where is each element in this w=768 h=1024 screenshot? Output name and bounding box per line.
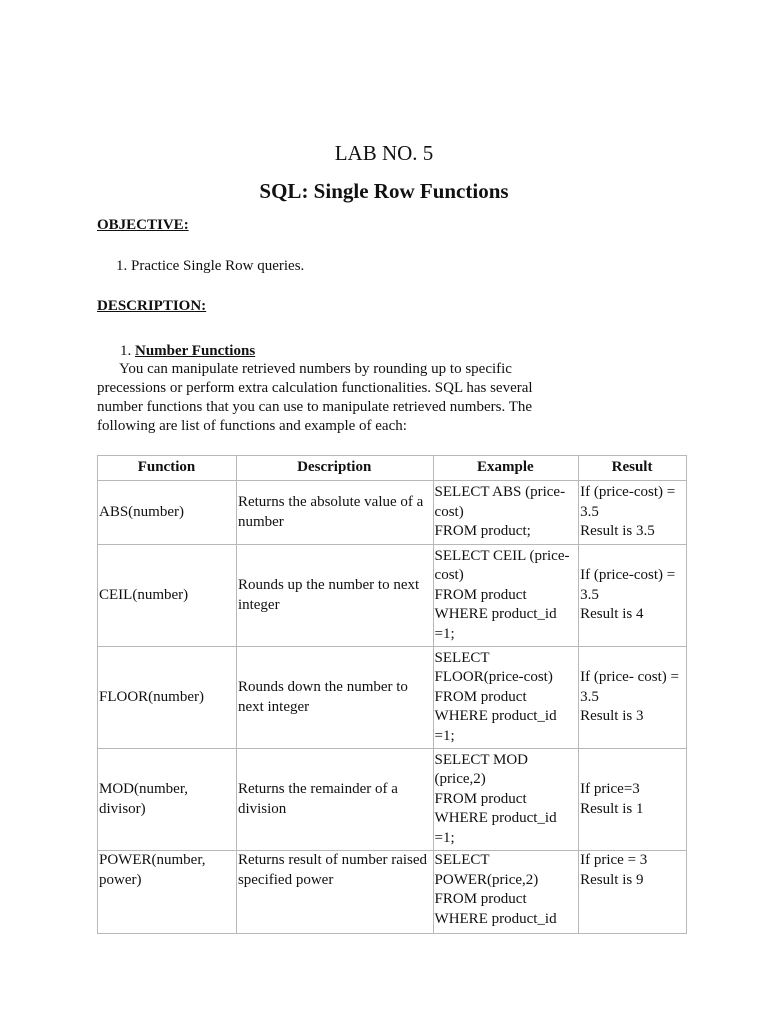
cell-example: SELECT FLOOR(price-cost) FROM product WHERE product_id =1; [433, 647, 579, 749]
table-row [98, 481, 687, 545]
intro-paragraph: You can manipulate retrieved numbers by rounding up to specific precessions or perform extra calculation functionalities. SQL has several number functions that you can use to manipulate retrieved numbers. The following are list of functions and example of each: [97, 361, 533, 434]
section-title: Number Functions [135, 343, 256, 359]
cell-example: SELECT ABS (price-cost) FROM product; [433, 481, 579, 545]
cell-function: ABS(number) [98, 481, 237, 545]
cell-description: Rounds down the number to next integer [236, 647, 433, 749]
cell-example: SELECT MOD (price,2) FROM product WHERE product_id =1; [433, 749, 579, 851]
lab-subtitle: SQL: Single Row Functions [259, 179, 509, 203]
cell-example: SELECT POWER(price,2) FROM product WHERE product_id [433, 851, 579, 934]
header-function: Function [98, 456, 237, 481]
cell-description: Returns the absolute value of a number [236, 481, 433, 545]
table-header-row [98, 456, 687, 481]
cell-result: If price = 3 Result is 9 [579, 851, 687, 934]
section-number: 1. [120, 343, 132, 359]
objective-item: 1. Practice Single Row queries. [116, 258, 305, 274]
cell-function: MOD(number, divisor) [98, 749, 237, 851]
cell-result: If (price- cost) = 3.5 Result is 3 [579, 647, 687, 749]
description-heading: DESCRIPTION: [97, 298, 207, 314]
cell-description: Returns result of number raised specified power [236, 851, 433, 934]
header-example: Example [433, 456, 579, 481]
number-functions-table [97, 455, 687, 934]
cell-description: Returns the remainder of a division [236, 749, 433, 851]
cell-function: CEIL(number) [98, 545, 237, 647]
cell-function: POWER(number, power) [98, 851, 237, 934]
table-row [98, 545, 687, 647]
cell-result: If (price-cost) = 3.5 Result is 3.5 [579, 481, 687, 545]
cell-result: If price=3 Result is 1 [579, 749, 687, 851]
cell-function: FLOOR(number) [98, 647, 237, 749]
table-row [98, 647, 687, 749]
objective-heading: OBJECTIVE: [97, 217, 189, 233]
cell-example: SELECT CEIL (price-cost) FROM product WHERE product_id =1; [433, 545, 579, 647]
lab-title: LAB NO. 5 [334, 141, 434, 165]
section-heading [120, 343, 255, 360]
cell-description: Rounds up the number to next integer [236, 545, 433, 647]
table-row [98, 851, 687, 934]
table-row [98, 749, 687, 851]
header-result: Result [579, 456, 687, 481]
header-description: Description [236, 456, 433, 481]
cell-result: If (price-cost) = 3.5 Result is 4 [579, 545, 687, 647]
